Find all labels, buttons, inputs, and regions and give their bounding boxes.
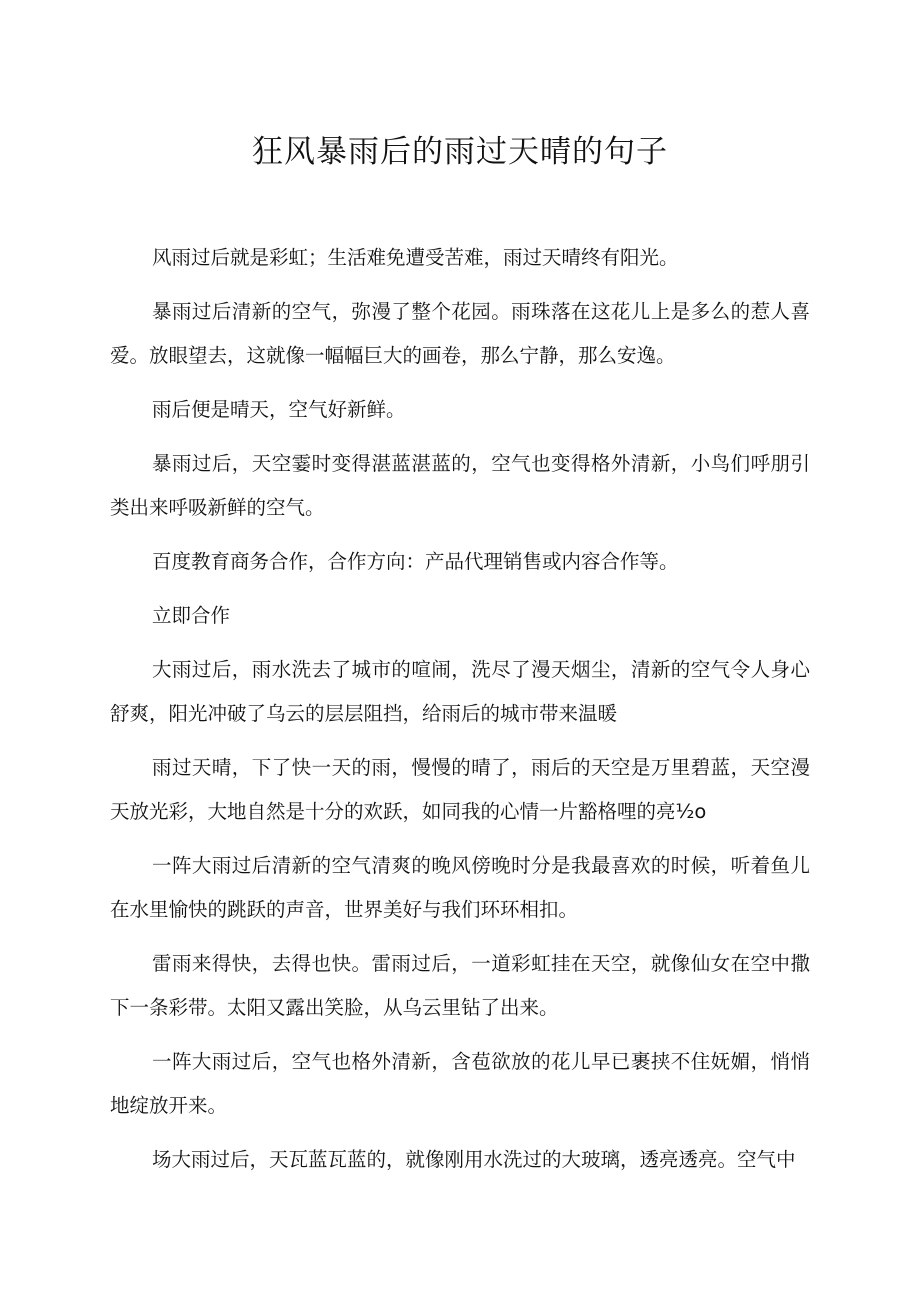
paragraph: 大雨过后，雨水洗去了城市的喧闹，洗尽了漫天烟尘，清新的空气令人身心舒爽，阳光冲破了乌云的层层阻挡，给雨后的城市带来温暖	[110, 658, 810, 725]
document-body	[110, 236, 810, 1182]
paragraph: 场大雨过后，天瓦蓝瓦蓝的，就像刚用水洗过的大玻璃，透亮透亮。空气中	[152, 1148, 796, 1171]
paragraph: 风雨过后就是彩虹；生活难免遭受苦难，雨过天晴终有阳光。	[152, 246, 679, 269]
paragraph: 雷雨来得快，去得也快。雷雨过后，一道彩虹挂在天空，就像仙女在空中撒下一条彩带。太阳又露出笑脸，从乌云里钻了出来。	[110, 952, 810, 1019]
paragraph: 雨过天晴，下了快一天的雨，慢慢的晴了，雨后的天空是万里碧蓝，天空漫天放光彩，大地自然是十分的欢跃，如同我的心情一片豁格哩的亮½o	[110, 756, 810, 823]
cooperate-link[interactable]: 立即合作	[152, 604, 231, 627]
paragraph: 一阵大雨过后清新的空气清爽的晚风傍晚时分是我最喜欢的时候，听着鱼儿在水里愉快的跳跃的声音，世界美好与我们环环相扣。	[110, 854, 810, 921]
paragraph: 一阵大雨过后，空气也格外清新，含苞欲放的花儿早已裹挟不住妩媚，悄悄地绽放开来。	[110, 1050, 810, 1117]
page-title: 狂风暴雨后的雨过天晴的句子	[252, 134, 668, 170]
paragraph: 暴雨过后清新的空气，弥漫了整个花园。雨珠落在这花儿上是多么的惹人喜爱。放眼望去，这就像一幅幅巨大的画卷，那么宁静，那么安逸。	[110, 300, 810, 367]
paragraph: 百度教育商务合作，合作方向：产品代理销售或内容合作等。	[152, 550, 679, 573]
paragraph: 雨后便是晴天，空气好新鲜。	[152, 398, 406, 421]
paragraph: 暴雨过后，天空霎时变得湛蓝湛蓝的，空气也变得格外清新，小鸟们呼朋引类出来呼吸新鲜的空气。	[110, 452, 810, 519]
